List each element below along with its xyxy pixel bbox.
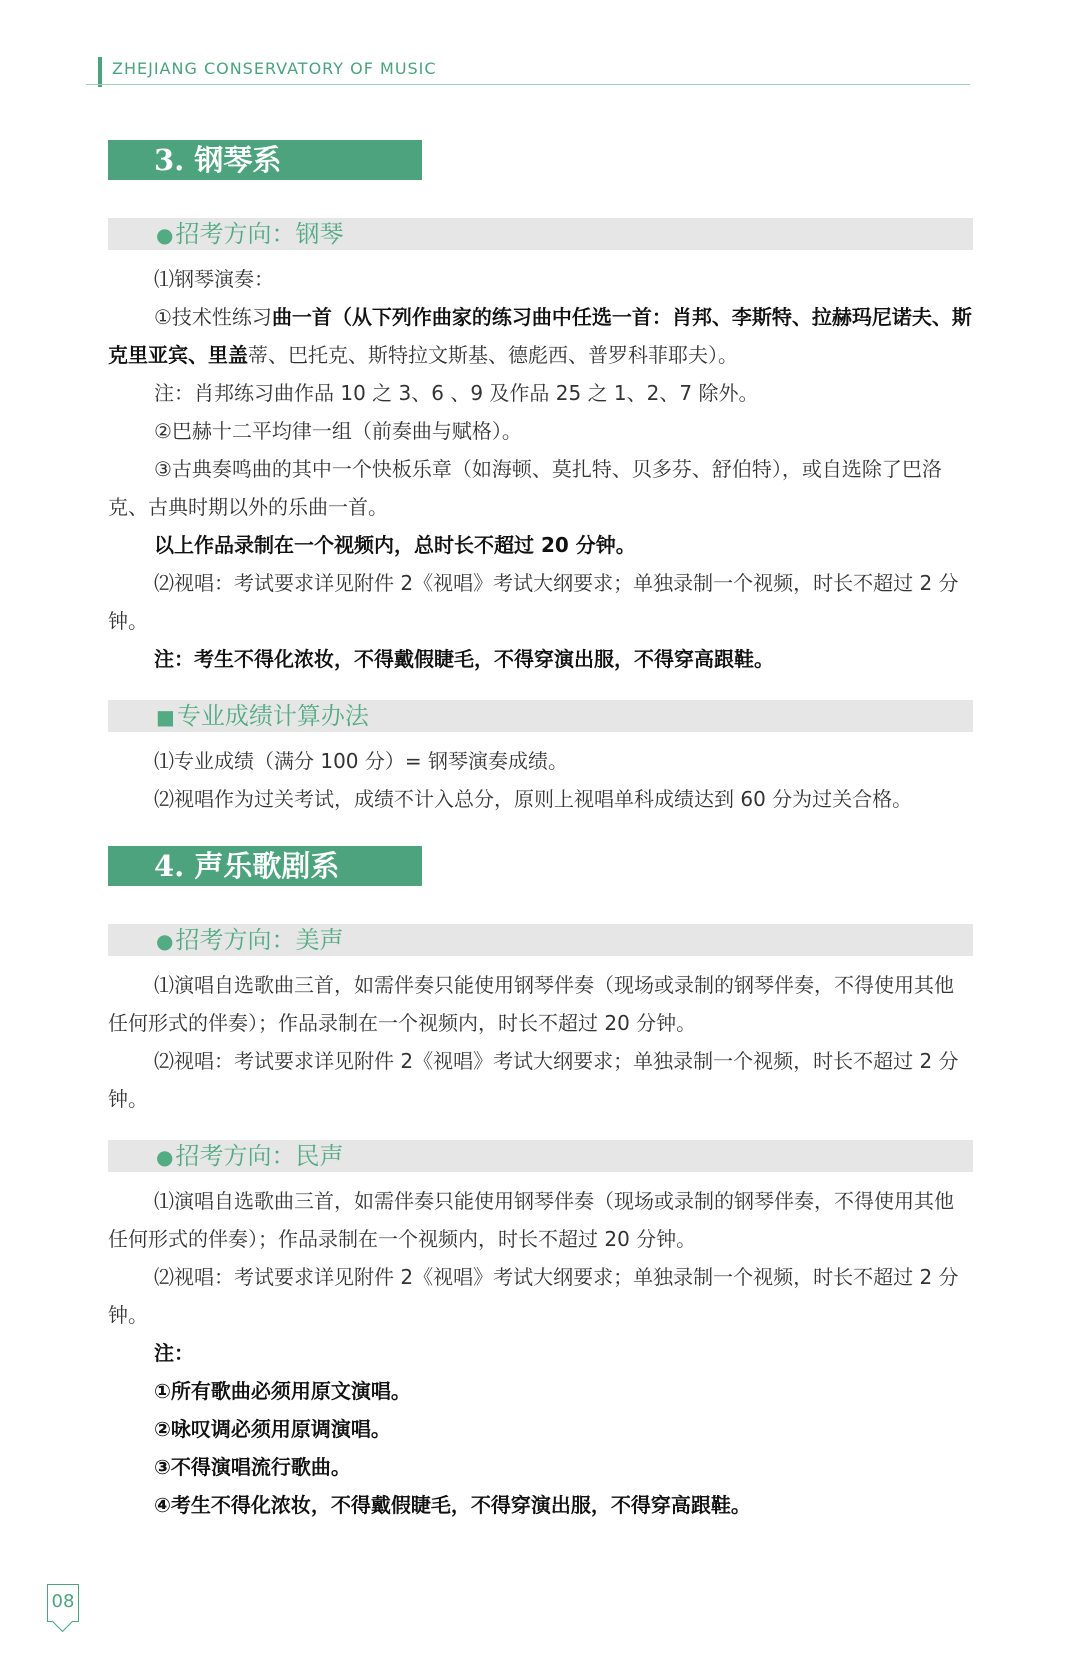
note-item: ①所有歌曲必须用原文演唱。 <box>154 1379 411 1403</box>
text-run: ①技术性练习 <box>154 305 272 329</box>
paragraph: ⑴演唱自选歌曲三首，如需伴奏只能使用钢琴伴奏（现场或录制的钢琴伴奏，不得使用其他任何形式的伴奏）；作品录制在一个视频内，时长不超过 20 分钟。 <box>108 973 954 1035</box>
direction-heading-piano <box>108 218 973 250</box>
direction-label: 招考方向：美声 <box>175 926 344 954</box>
square-icon: ■ <box>156 705 175 729</box>
paragraph-technical-etude <box>108 298 973 374</box>
text-run: 蒂、巴托克、斯特拉文斯基、德彪西、普罗科菲耶夫）。 <box>248 343 738 367</box>
section-title-piano: 3. 钢琴系 <box>108 140 422 180</box>
header-accent-bar <box>98 57 102 87</box>
paragraph: ⑴钢琴演奏： <box>154 267 274 291</box>
page-header <box>86 55 970 91</box>
note-item: ③不得演唱流行歌曲。 <box>154 1455 351 1479</box>
page-number: 08 <box>47 1584 79 1622</box>
score-heading <box>108 700 973 732</box>
paragraph: ⑴专业成绩（满分 100 分）= 钢琴演奏成绩。 <box>154 749 569 773</box>
bold-text-run: 曲一首（从下列作曲家的练习曲中任选一首：肖邦、李斯特、拉赫玛尼诺夫、斯克里亚宾、里盖 <box>108 305 972 367</box>
bullet-icon: ● <box>156 929 174 953</box>
institution-name: ZHEJIANG CONSERVATORY OF MUSIC <box>112 59 437 78</box>
bullet-icon: ● <box>156 1145 174 1169</box>
paragraph: ⑵视唱：考试要求详见附件 2《视唱》考试大纲要求；单独录制一个视频，时长不超过 2 分钟。 <box>108 1265 959 1327</box>
paragraph: ③古典奏鸣曲的其中一个快板乐章（如海顿、莫扎特、贝多芬、舒伯特），或自选除了巴洛克、古典时期以外的乐曲一首。 <box>108 457 942 519</box>
paragraph: ②巴赫十二平均律一组（前奏曲与赋格）。 <box>154 419 522 443</box>
paragraph: ⑴演唱自选歌曲三首，如需伴奏只能使用钢琴伴奏（现场或录制的钢琴伴奏，不得使用其他任何形式的伴奏）；作品录制在一个视频内，时长不超过 20 分钟。 <box>108 1189 954 1251</box>
paragraph: 注：肖邦练习曲作品 10 之 3、6 、9 及作品 25 之 1、2、7 除外。 <box>154 381 759 405</box>
paragraph-note: 注：考生不得化浓妆，不得戴假睫毛，不得穿演出服，不得穿高跟鞋。 <box>154 647 774 671</box>
direction-heading-bel-canto <box>108 924 973 956</box>
bullet-icon: ● <box>156 223 174 247</box>
paragraph: ⑵视唱作为过关考试，成绩不计入总分，原则上视唱单科成绩达到 60 分为过关合格。 <box>154 787 913 811</box>
direction-label: 招考方向：钢琴 <box>175 220 344 248</box>
note-title: 注： <box>154 1341 194 1365</box>
note-item: ④考生不得化浓妆，不得戴假睫毛，不得穿演出服，不得穿高跟鞋。 <box>154 1493 751 1517</box>
paragraph: ⑵视唱：考试要求详见附件 2《视唱》考试大纲要求；单独录制一个视频，时长不超过 2 分钟。 <box>108 571 959 633</box>
header-rule <box>86 84 970 85</box>
page-content <box>108 140 973 1524</box>
direction-heading-folk <box>108 1140 973 1172</box>
note-item: ②咏叹调必须用原调演唱。 <box>154 1417 391 1441</box>
paragraph: ⑵视唱：考试要求详见附件 2《视唱》考试大纲要求；单独录制一个视频，时长不超过 2 分钟。 <box>108 1049 959 1111</box>
paragraph-bold: 以上作品录制在一个视频内，总时长不超过 20 分钟。 <box>154 533 636 557</box>
direction-label: 招考方向：民声 <box>175 1142 344 1170</box>
section-title-vocal: 4. 声乐歌剧系 <box>108 846 422 886</box>
score-label: 专业成绩计算办法 <box>176 702 369 730</box>
